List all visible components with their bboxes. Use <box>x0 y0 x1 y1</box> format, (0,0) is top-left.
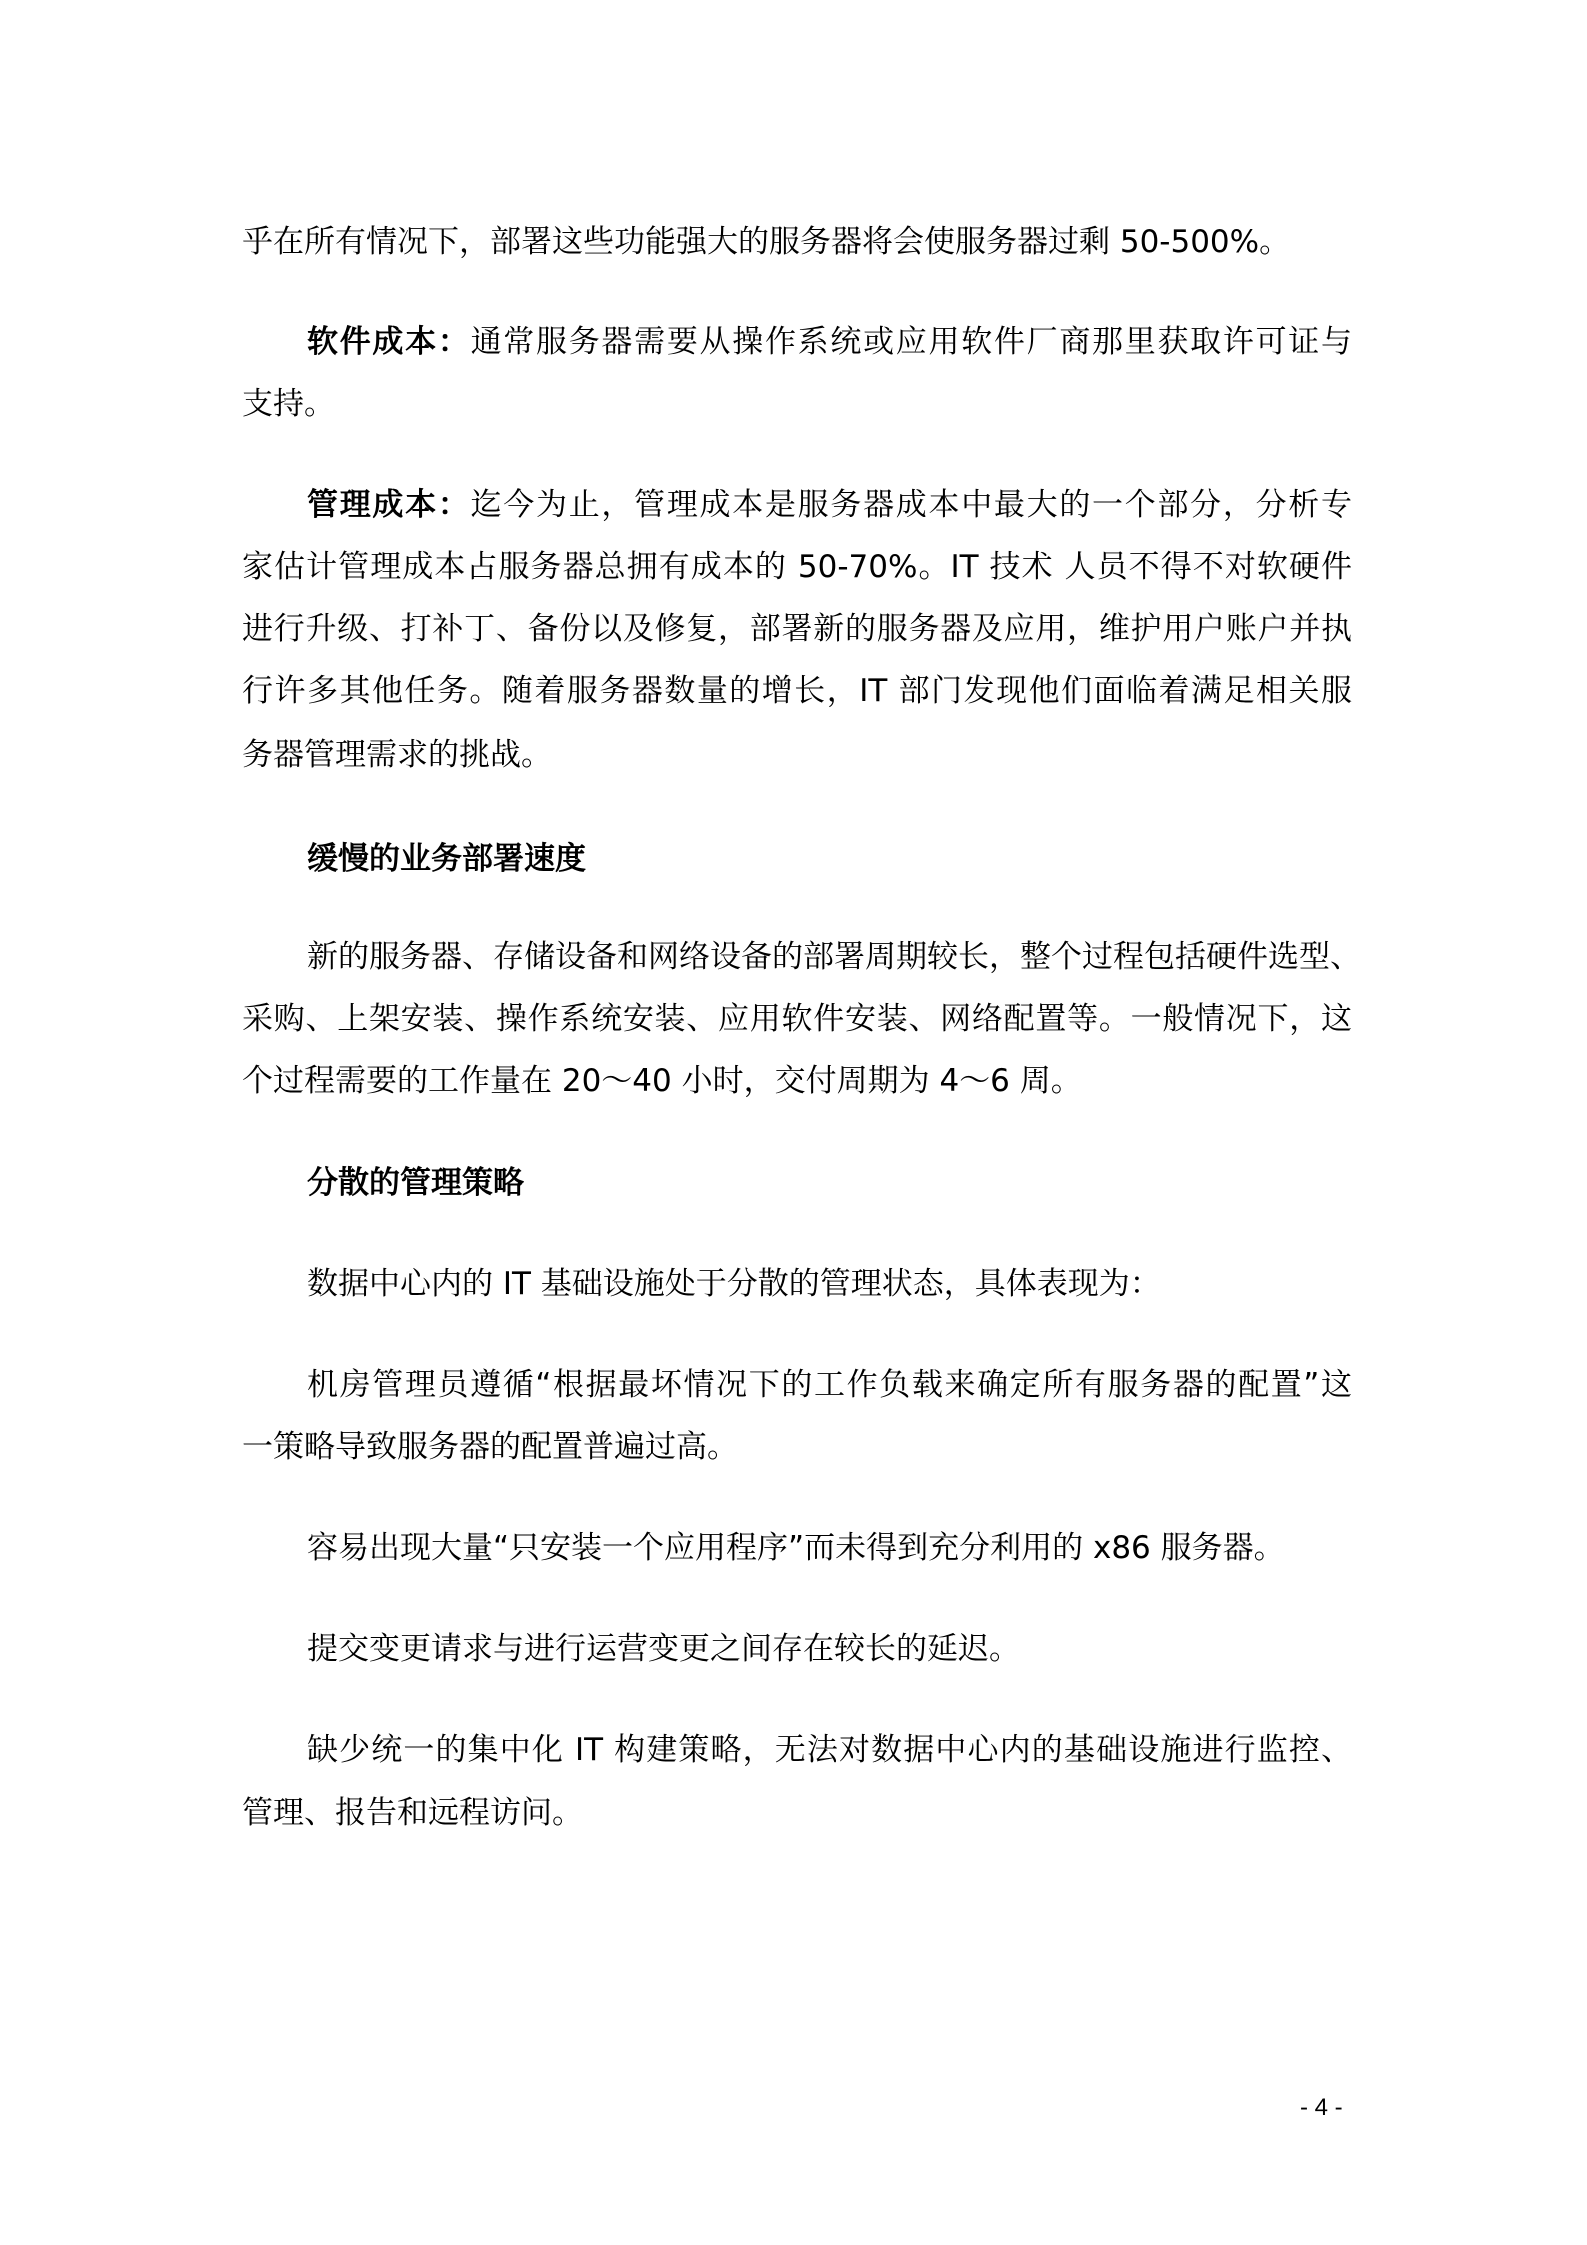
software-cost-text: 通常服务器需要从操作系统或应用软件厂商那里获取许可证与 <box>470 324 1353 360</box>
paragraph-line: 务器管理需求的挑战。 <box>242 737 552 773</box>
paragraph-line: 乎在所有情况下，部署这些功能强大的服务器将会使服务器过剩 50-500%。 <box>242 224 1291 260</box>
management-cost-label: 管理成本： <box>307 487 471 523</box>
paragraph-line: 数据中心内的 IT 基础设施处于分散的管理状态，具体表现为： <box>307 1266 1161 1302</box>
paragraph-line: 一策略导致服务器的配置普遍过高。 <box>242 1429 738 1465</box>
paragraph-line: 进行升级、打补丁、备份以及修复，部署新的服务器及应用，维护用户账户并执 <box>242 611 1352 647</box>
paragraph-line: 管理、报告和远程访问。 <box>242 1795 583 1831</box>
management-cost-line <box>307 474 1352 536</box>
paragraph-line: 支持。 <box>242 386 335 422</box>
paragraph-line: 家估计管理成本占服务器总拥有成本的 50-70%。IT 技术 人员不得不对软硬件 <box>242 549 1352 585</box>
section-heading: 缓慢的业务部署速度 <box>307 841 586 877</box>
software-cost-line <box>307 311 1352 373</box>
paragraph-line: 提交变更请求与进行运营变更之间存在较长的延迟。 <box>307 1631 1020 1667</box>
paragraph-line: 容易出现大量“只安装一个应用程序”而未得到充分利用的 x86 服务器。 <box>307 1530 1285 1566</box>
paragraph-line: 机房管理员遵循“根据最坏情况下的工作负载来确定所有服务器的配置”这 <box>307 1367 1352 1403</box>
paragraph-line: 缺少统一的集中化 IT 构建策略，无法对数据中心内的基础设施进行监控、 <box>307 1732 1352 1768</box>
software-cost-label: 软件成本： <box>307 324 471 360</box>
page-number: - 4 - <box>1300 2094 1343 2121</box>
paragraph-line: 行许多其他任务。随着服务器数量的增长，IT 部门发现他们面临着满足相关服 <box>242 673 1352 709</box>
paragraph-line: 新的服务器、存储设备和网络设备的部署周期较长，整个过程包括硬件选型、 <box>307 939 1361 975</box>
management-cost-text: 迄今为止，管理成本是服务器成本中最大的一个部分，分析专 <box>470 487 1353 523</box>
paragraph-line: 个过程需要的工作量在 20～40 小时，交付周期为 4～6 周。 <box>242 1063 1082 1099</box>
paragraph-line: 采购、上架安装、操作系统安装、应用软件安装、网络配置等。一般情况下，这 <box>242 1001 1352 1037</box>
section-heading: 分散的管理策略 <box>307 1165 524 1201</box>
